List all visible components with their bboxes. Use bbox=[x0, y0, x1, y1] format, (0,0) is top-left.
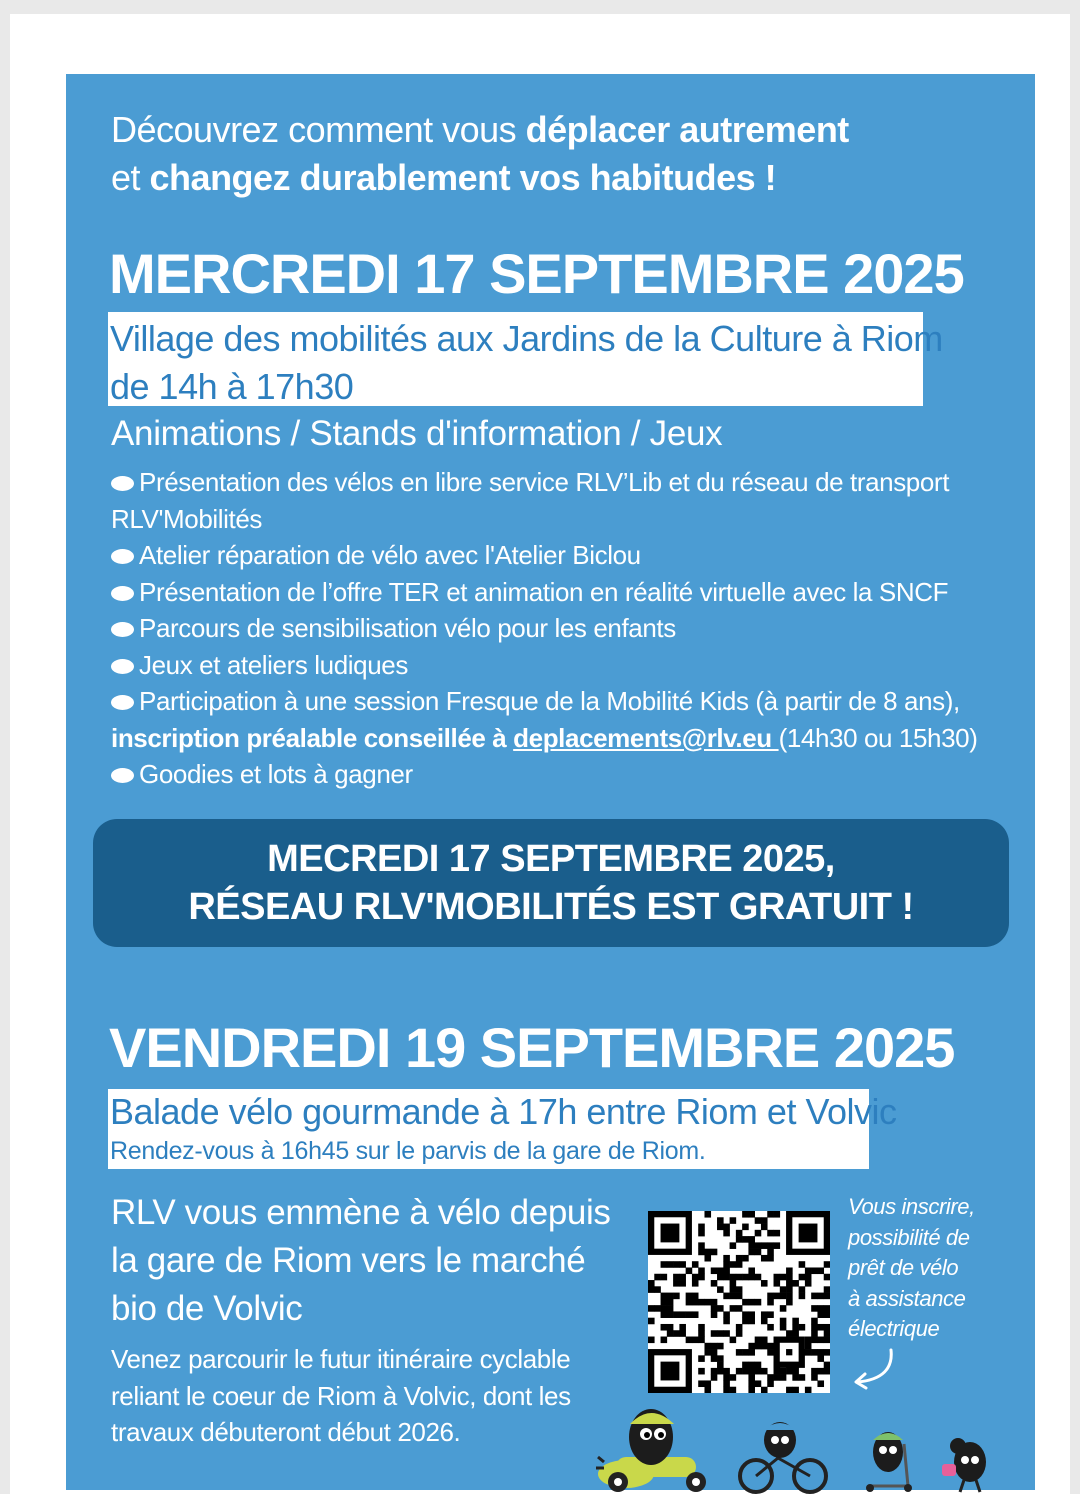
list-item: Jeux et ateliers ludiques bbox=[111, 647, 1001, 684]
walking-mascot-icon bbox=[938, 1434, 1000, 1494]
list-item: Participation à une session Fresque de la Mobilité Kids (à partir de 8 ans), bbox=[111, 683, 1001, 720]
event2-date: VENDREDI 19 SEPTEMBRE 2025 bbox=[109, 1016, 955, 1079]
scooter-mascot-icon bbox=[596, 1402, 716, 1494]
event2-details: Venez parcourir le futur itinéraire cyclable reliant le coeur de Riom à Volvic, dont les travaux débuteront début 2026. bbox=[111, 1344, 571, 1447]
event2-meeting: Rendez-vous à 16h45 sur le parvis de la gare de Riom. bbox=[110, 1137, 706, 1165]
list-item-continuation: inscription préalable conseillée à deplacements@rlv.eu (14h30 ou 15h30) bbox=[111, 722, 978, 753]
event1-subtitle: Animations / Stands d'information / Jeux bbox=[111, 414, 723, 453]
intro-bold: déplacer autrement bbox=[525, 109, 849, 150]
event2-title: Balade vélo gourmande à 17h entre Riom et Volvic bbox=[110, 1091, 897, 1132]
intro-bold: changez durablement vos habitudes ! bbox=[149, 157, 777, 198]
event1-title: Village des mobilités aux Jardins de la Culture à Riom bbox=[110, 318, 943, 359]
banner-line: MECREDI 17 SEPTEMBRE 2025, bbox=[267, 838, 835, 880]
list-item-continuation: RLV'Mobilités bbox=[111, 503, 263, 534]
list-item: Atelier réparation de vélo avec l'Atelier Biclou bbox=[111, 537, 1001, 574]
curved-arrow-icon bbox=[851, 1346, 901, 1391]
event1-time: de 14h à 17h30 bbox=[110, 366, 354, 407]
kickscooter-mascot-icon bbox=[858, 1426, 920, 1494]
event1-date: MERCREDI 17 SEPTEMBRE 2025 bbox=[109, 242, 964, 305]
event2-description: RLV vous emmène à vélo depuis la gare de Riom vers le marché bio de Volvic bbox=[111, 1193, 611, 1328]
list-item: Goodies et lots à gagner bbox=[111, 756, 1001, 793]
list-item: Présentation de l’offre TER et animation en réalité virtuelle avec la SNCF bbox=[111, 574, 1001, 611]
intro-regular: et bbox=[111, 157, 150, 198]
list-item: Présentation des vélos en libre service RLV’Lib et du réseau de transport bbox=[111, 464, 1001, 501]
page bbox=[10, 14, 1070, 1494]
event1-title-box bbox=[108, 312, 943, 407]
bike-mascot-icon bbox=[738, 1418, 830, 1494]
free-network-banner bbox=[93, 819, 1009, 947]
qr-code[interactable] bbox=[648, 1211, 830, 1393]
event2-title-box bbox=[108, 1089, 897, 1169]
email-link[interactable]: deplacements@rlv.eu bbox=[513, 722, 779, 753]
event1-activity-list bbox=[111, 464, 1001, 793]
banner-line: RÉSEAU RLV'MOBILITÉS EST GRATUIT ! bbox=[188, 886, 914, 928]
registration-note: Vous inscrire, possibilité de prêt de vélo à assistance électrique bbox=[848, 1194, 975, 1341]
poster bbox=[66, 74, 1035, 1490]
intro-regular: Découvrez comment vous bbox=[111, 109, 526, 150]
list-item: Parcours de sensibilisation vélo pour les enfants bbox=[111, 610, 1001, 647]
intro-text bbox=[111, 106, 849, 202]
